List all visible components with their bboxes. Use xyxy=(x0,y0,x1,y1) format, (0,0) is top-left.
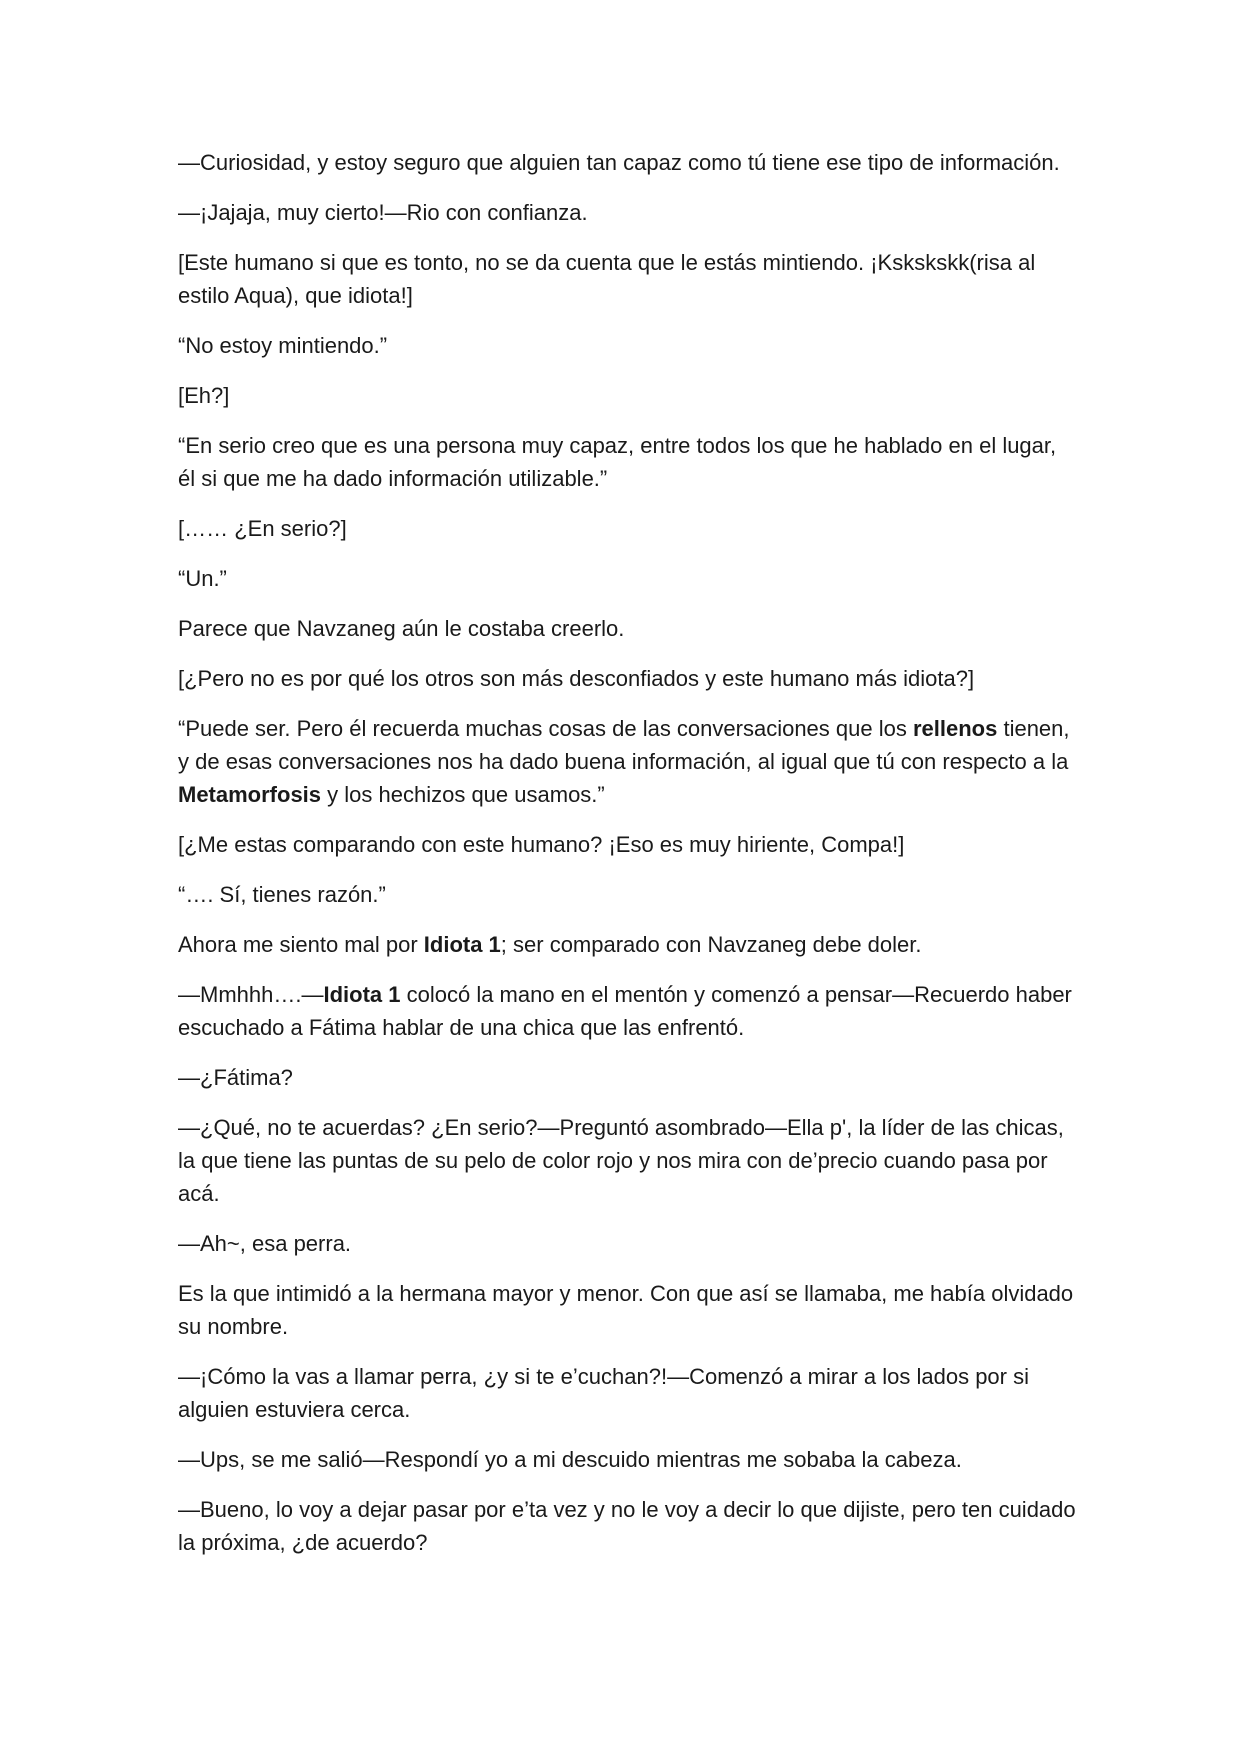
document-body xyxy=(178,146,1078,1576)
bold-text: Idiota 1 xyxy=(423,932,501,957)
bold-text: Idiota 1 xyxy=(323,982,401,1007)
bold-text: rellenos xyxy=(912,716,998,741)
paragraph xyxy=(178,429,1078,495)
text-run: ; ser comparado con Navzaneg debe doler. xyxy=(500,932,922,957)
paragraph xyxy=(178,562,1078,595)
paragraph xyxy=(178,196,1078,229)
paragraph xyxy=(178,379,1078,412)
paragraph xyxy=(178,712,1078,811)
paragraph xyxy=(178,978,1078,1044)
paragraph xyxy=(178,1061,1078,1094)
paragraph xyxy=(178,662,1078,695)
text-run: —¿Fátima? xyxy=(178,1065,293,1090)
text-run: colocó la mano en el mentón y comenzó a pensar—Recuerdo haber escuchado a Fátima hablar de una chica que las enfrentó. xyxy=(178,982,1072,1040)
paragraph xyxy=(178,329,1078,362)
text-run: —¡Cómo la vas a llamar perra, ¿y si te e’cuchan?!—Comenzó a mirar a los lados por si alguien estuviera cerca. xyxy=(178,1364,1029,1422)
text-run: —¡Jajaja, muy cierto!—Rio con confianza. xyxy=(178,200,588,225)
paragraph xyxy=(178,928,1078,961)
paragraph xyxy=(178,1493,1078,1559)
text-run: Parece que Navzaneg aún le costaba creerlo. xyxy=(178,616,625,641)
paragraph xyxy=(178,1111,1078,1210)
text-run: “Un.” xyxy=(178,566,227,591)
text-run: —Mmhhh….— xyxy=(178,982,324,1007)
paragraph xyxy=(178,878,1078,911)
text-run: Es la que intimidó a la hermana mayor y menor. Con que así se llamaba, me había olvidado su nombre. xyxy=(178,1281,1074,1339)
paragraph xyxy=(178,512,1078,545)
paragraph xyxy=(178,1227,1078,1260)
paragraph xyxy=(178,1443,1078,1476)
text-run: tienen, y de esas conversaciones nos ha dado buena información, al igual que tú con respecto a la xyxy=(178,716,1070,774)
text-run: [¿Me estas comparando con este humano? ¡Eso es muy hiriente, Compa!] xyxy=(178,832,905,857)
paragraph xyxy=(178,1277,1078,1343)
text-run: […… ¿En serio?] xyxy=(178,516,347,541)
paragraph xyxy=(178,246,1078,312)
text-run: —Bueno, lo voy a dejar pasar por e’ta vez y no le voy a decir lo que dijiste, pero ten cuidado la próxima, ¿de acuerdo? xyxy=(178,1497,1076,1555)
text-run: [¿Pero no es por qué los otros son más desconfiados y este humano más idiota?] xyxy=(178,666,975,691)
paragraph xyxy=(178,146,1078,179)
bold-text: Metamorfosis xyxy=(178,782,322,807)
text-run: —¿Qué, no te acuerdas? ¿En serio?—Preguntó asombrado—Ella p', la líder de las chicas, la que tiene las puntas de su pelo de color rojo y nos mira con de’precio cuando pasa por acá. xyxy=(178,1115,1064,1206)
text-run: “…. Sí, tienes razón.” xyxy=(178,882,386,907)
paragraph xyxy=(178,1360,1078,1426)
text-run: —Ups, se me salió—Respondí yo a mi descuido mientras me sobaba la cabeza. xyxy=(178,1447,962,1472)
paragraph xyxy=(178,828,1078,861)
text-run: Ahora me siento mal por xyxy=(178,932,424,957)
text-run: y los hechizos que usamos.” xyxy=(321,782,605,807)
text-run: “Puede ser. Pero él recuerda muchas cosas de las conversaciones que los xyxy=(178,716,913,741)
text-run: —Ah~, esa perra. xyxy=(178,1231,352,1256)
text-run: —Curiosidad, y estoy seguro que alguien tan capaz como tú tiene ese tipo de información. xyxy=(178,150,1060,175)
text-run: [Este humano si que es tonto, no se da cuenta que le estás mintiendo. ¡Kskskskk(risa al estilo Aqua), que idiota!] xyxy=(178,250,1036,308)
text-run: “No estoy mintiendo.” xyxy=(178,333,388,358)
text-run: “En serio creo que es una persona muy capaz, entre todos los que he hablado en el lugar, él si que me ha dado información utilizable.” xyxy=(178,433,1057,491)
text-run: [Eh?] xyxy=(178,383,230,408)
paragraph xyxy=(178,612,1078,645)
